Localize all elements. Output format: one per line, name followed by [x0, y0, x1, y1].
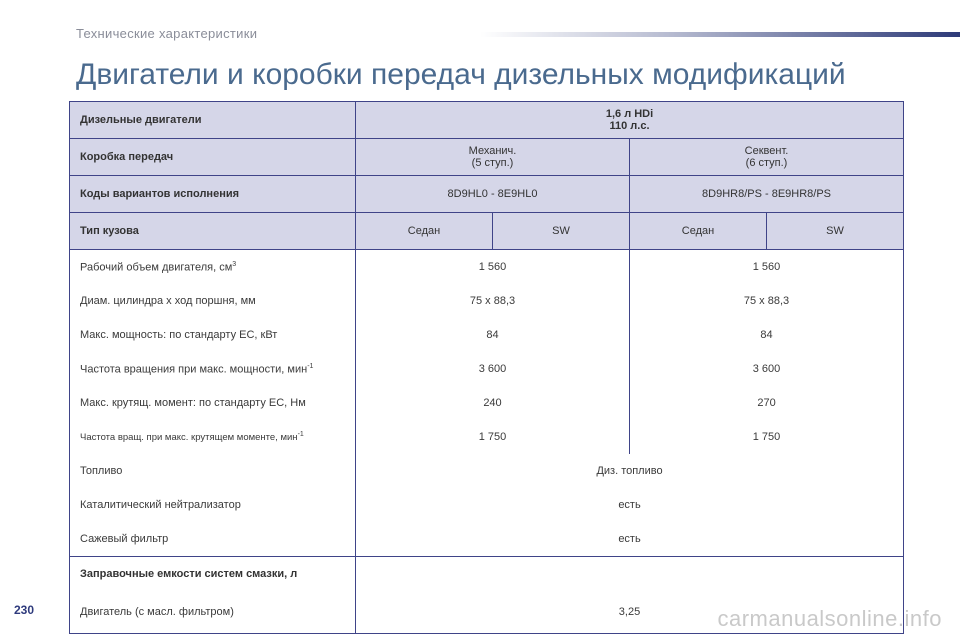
variant-a: 8D9HL0 - 8E9HL0	[356, 176, 630, 213]
spec-value-b: 1 560	[630, 250, 904, 285]
spec-label: Макс. мощность: по стандарту ЕС, кВт	[70, 318, 356, 352]
body-type-sw-b: SW	[767, 213, 904, 250]
spec-value-a: 1 750	[356, 420, 630, 454]
body-type-sedan-a: Седан	[356, 213, 493, 250]
spec-value-a: 75 x 88,3	[356, 284, 630, 318]
filter-value: есть	[356, 522, 904, 557]
spec-value-b: 84	[630, 318, 904, 352]
body-type-label: Тип кузова	[70, 213, 356, 250]
spec-label: Диам. цилиндра x ход поршня, мм	[70, 284, 356, 318]
row-gearbox	[70, 139, 904, 176]
specs-table	[69, 101, 904, 634]
spec-value-a: 1 560	[356, 250, 630, 285]
table-row	[70, 557, 904, 592]
spec-value-a: 240	[356, 386, 630, 420]
oil-value: 3,25	[356, 591, 904, 634]
table-row	[70, 318, 904, 352]
spec-value-b: 1 750	[630, 420, 904, 454]
gearbox-b: Секвент. (6 ступ.)	[630, 139, 904, 176]
table-row	[70, 386, 904, 420]
section-header: Технические характеристики	[76, 26, 258, 41]
catalyst-label: Каталитический нейтрализатор	[70, 488, 356, 522]
spec-value-b: 75 x 88,3	[630, 284, 904, 318]
header-bar	[480, 32, 960, 37]
body-type-sw-a: SW	[493, 213, 630, 250]
row-variant	[70, 176, 904, 213]
variant-label: Коды вариантов исполнения	[70, 176, 356, 213]
fuel-value: Диз. топливо	[356, 454, 904, 488]
body-type-sedan-b: Седан	[630, 213, 767, 250]
table-row	[70, 352, 904, 386]
table-row	[70, 250, 904, 285]
row-body-type	[70, 213, 904, 250]
fuel-label: Топливо	[70, 454, 356, 488]
spec-value-a: 84	[356, 318, 630, 352]
engine-value: 1,6 л HDi 110 л.с.	[356, 102, 904, 139]
catalyst-value: есть	[356, 488, 904, 522]
gearbox-a: Механич. (5 ступ.)	[356, 139, 630, 176]
page-number: 230	[14, 603, 35, 617]
watermark: carmanualsonline.info	[717, 606, 942, 631]
table-row	[70, 522, 904, 557]
table-row	[70, 420, 904, 454]
gearbox-label: Коробка передач	[70, 139, 356, 176]
table-row	[70, 488, 904, 522]
page-title: Двигатели и коробки передач дизельных модификаций	[76, 58, 846, 91]
engine-label: Дизельные двигатели	[70, 102, 356, 139]
row-engine	[70, 102, 904, 139]
spec-value-a: 3 600	[356, 352, 630, 386]
capacity-label: Заправочные емкости систем смазки, л	[70, 557, 356, 592]
capacity-empty	[356, 557, 904, 592]
spec-value-b: 3 600	[630, 352, 904, 386]
spec-label: Рабочий объем двигателя, $см^3$	[70, 250, 356, 285]
spec-label: Частота вращ. при макс. крутящем моменте, мин$^{-1}$	[70, 420, 356, 454]
table-row	[70, 284, 904, 318]
oil-label: Двигатель (с масл. фильтром)	[70, 591, 356, 634]
spec-label: Макс. крутящ. момент: по стандарту ЕС, Нм	[70, 386, 356, 420]
filter-label: Сажевый фильтр	[70, 522, 356, 557]
variant-b: 8D9HR8/PS - 8E9HR8/PS	[630, 176, 904, 213]
spec-value-b: 270	[630, 386, 904, 420]
spec-label: Частота вращения при макс. мощности, мин$^{-1}$	[70, 352, 356, 386]
table-row	[70, 454, 904, 488]
